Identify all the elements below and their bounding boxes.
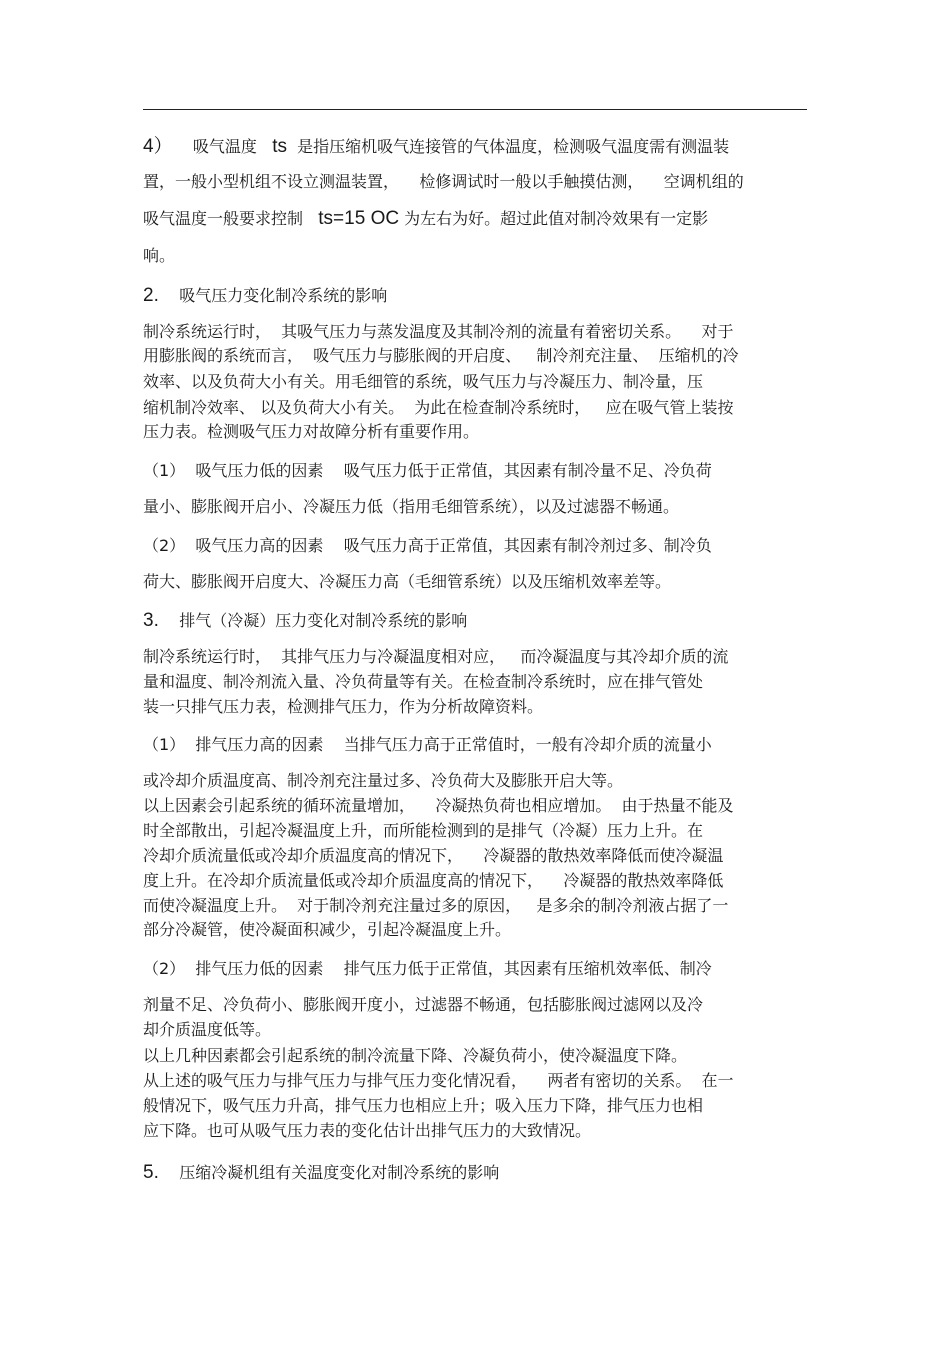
p4-value: ts=15 OC [318, 208, 400, 229]
s3-item1-line: （1） 排气压力高的因素 当排气压力高于正常值时，一般有冷却介质的流量小 [143, 735, 712, 754]
s3-body-line: 装一只排气压力表，检测排气压力，作为分析故障资料。 [143, 697, 544, 716]
section-2-title: 吸气压力变化制冷系统的影响 [179, 286, 388, 305]
section-2-number: 2. [143, 285, 159, 306]
s2-item1-line: （1） 吸气压力低的因素 吸气压力低于正常值，其因素有制冷量不足、冷负荷 [143, 461, 712, 480]
s2-body-line: 压力表。检测吸气压力对故障分析有重要作用。 [143, 422, 480, 441]
s3-item2-line: 以上几种因素都会引起系统的制冷流量下降、冷凝负荷小，使冷凝温度下降。 [143, 1046, 688, 1065]
section-3-heading [143, 611, 467, 631]
section-5-title: 压缩冷凝机组有关温度变化对制冷系统的影响 [179, 1163, 500, 1182]
s3-item2-line: 从上述的吸气压力与排气压力与排气压力变化情况看， 两者有密切的关系。 在一 [143, 1071, 734, 1090]
p4-number: 4） [143, 136, 173, 157]
p4-line3-post: 为左右为好。超过此值对制冷效果有一定影 [404, 209, 709, 228]
p4-line-1 [143, 137, 729, 157]
s3-item1-line: 或冷却介质温度高、制冷剂充注量过多、冷负荷大及膨胀开启大等。 [143, 771, 624, 790]
p4-symbol: ts [272, 136, 287, 157]
s3-item1-line: 而使冷凝温度上升。 对于制冷剂充注量过多的原因， 是多余的制冷剂液占据了一 [143, 896, 729, 915]
s3-item1-line: 以上因素会引起系统的循环流量增加， 冷凝热负荷也相应增加。 由于热量不能及 [143, 796, 734, 815]
section-5-heading [143, 1163, 499, 1183]
s2-item2-line: 荷大、膨胀阀开启度大、冷凝压力高（毛细管系统）以及压缩机效率差等。 [143, 572, 672, 591]
header-rule [143, 109, 807, 110]
p4-line-4: 响。 [143, 246, 176, 265]
section-5-number: 5. [143, 1162, 159, 1183]
s3-item2-line: （2） 排气压力低的因素 排气压力低于正常值，其因素有压缩机效率低、制冷 [143, 959, 712, 978]
p4-line1-rest: 是指压缩机吸气连接管的气体温度，检测吸气温度需有测温装 [297, 137, 730, 156]
s3-body-line: 量和温度、制冷剂流入量、冷负荷量等有关。在检查制冷系统时，应在排气管处 [143, 672, 704, 691]
p4-line-2: 置，一般小型机组不设立测温装置， 检修调试时一般以手触摸估测， 空调机组的 [143, 172, 744, 191]
s2-item2-line: （2） 吸气压力高的因素 吸气压力高于正常值，其因素有制冷剂过多、制冷负 [143, 536, 712, 555]
s3-item1-line: 部分冷凝管，使冷凝面积减少，引起冷凝温度上升。 [143, 920, 512, 939]
s2-body-line: 用膨胀阀的系统而言， 吸气压力与膨胀阀的开启度、 制冷剂充注量、 压缩机的冷 [143, 346, 739, 365]
s2-item1-line: 量小、膨胀阀开启小、冷凝压力低（指用毛细管系统），以及过滤器不畅通。 [143, 497, 680, 516]
s3-body-line: 制冷系统运行时， 其排气压力与冷凝温度相对应， 而冷凝温度与其冷却介质的流 [143, 647, 729, 666]
p4-intro: 吸气温度 [192, 137, 257, 156]
s2-body-line: 效率、以及负荷大小有关。用毛细管的系统，吸气压力与冷凝压力、制冷量，压 [143, 372, 704, 391]
s3-item1-line: 冷却介质流量低或冷却介质温度高的情况下， 冷凝器的散热效率降低而使冷凝温 [143, 846, 724, 865]
section-3-number: 3. [143, 610, 159, 631]
s3-item1-line: 度上升。在冷却介质流量低或冷却介质温度高的情况下， 冷凝器的散热效率降低 [143, 871, 724, 890]
s2-body-line: 制冷系统运行时， 其吸气压力与蒸发温度及其制冷剂的流量有着密切关系。 对于 [143, 322, 734, 341]
p4-line3-pre: 吸气温度一般要求控制 [143, 209, 304, 228]
s2-body-line: 缩机制冷效率、 以及负荷大小有关。 为此在检查制冷系统时， 应在吸气管上装按 [143, 398, 734, 417]
s3-item2-line: 剂量不足、冷负荷小、膨胀阀开度小，过滤器不畅通，包括膨胀阀过滤网以及冷 [143, 995, 704, 1014]
section-3-title: 排气（冷凝）压力变化对制冷系统的影响 [179, 611, 468, 630]
s3-item2-line: 般情况下，吸气压力升高，排气压力也相应上升；吸入压力下降，排气压力也相 [143, 1096, 704, 1115]
s3-item1-line: 时全部散出，引起冷凝温度上升，而所能检测到的是排气（冷凝）压力上升。在 [143, 821, 704, 840]
s3-item2-line: 应下降。也可从吸气压力表的变化估计出排气压力的大致情况。 [143, 1121, 592, 1140]
s3-item2-line: 却介质温度低等。 [143, 1020, 272, 1039]
p4-line-3 [143, 209, 708, 229]
section-2-heading [143, 286, 387, 306]
